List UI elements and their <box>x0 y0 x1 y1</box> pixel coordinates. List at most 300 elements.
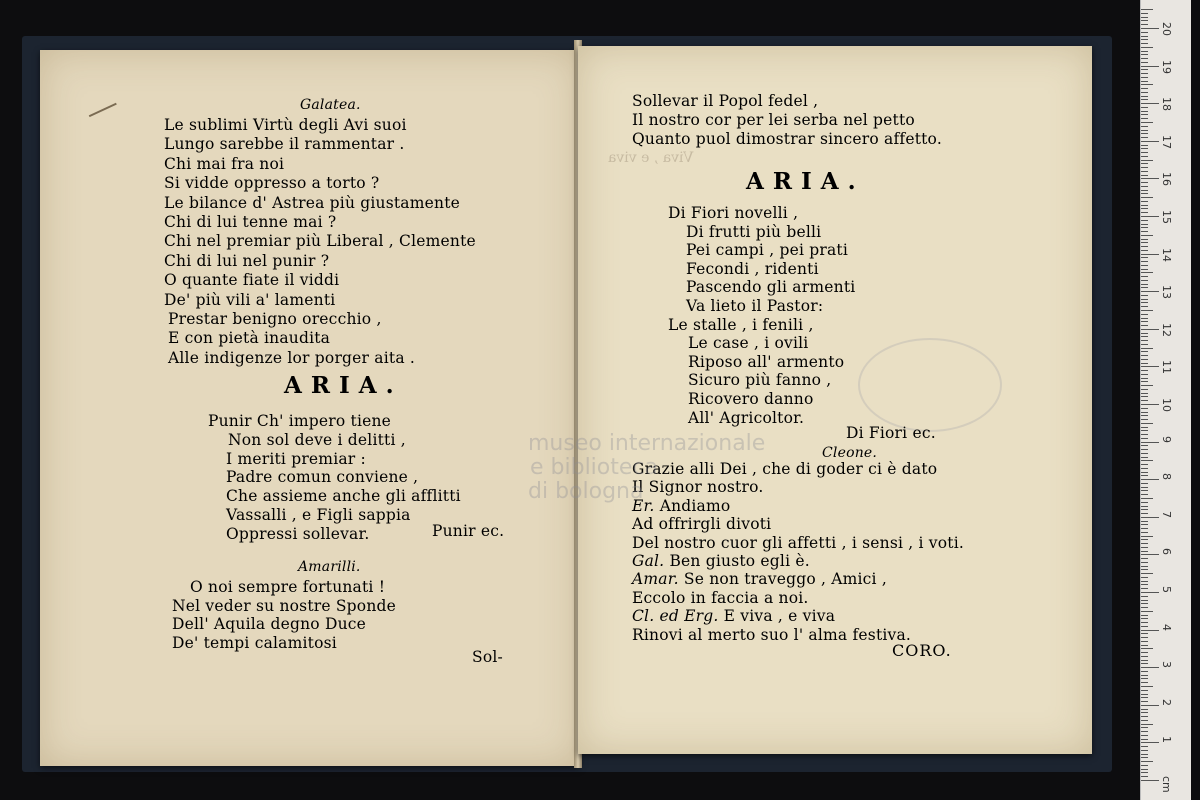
ruler-tick <box>1141 269 1148 270</box>
ruler-tick <box>1141 509 1148 510</box>
ruler-tick <box>1141 73 1148 74</box>
ruler-tick <box>1141 588 1148 589</box>
ruler-tick <box>1141 190 1148 191</box>
ruler-tick <box>1141 306 1148 307</box>
ruler-tick <box>1141 62 1148 63</box>
ruler-tick <box>1141 596 1148 597</box>
dialogue-text: Se non traveggo , Amici , <box>683 570 887 589</box>
ruler-tick <box>1141 77 1148 78</box>
ruler-tick <box>1141 374 1148 375</box>
verse-line: Lungo sarebbe il rammentar . <box>164 135 405 154</box>
ruler-tick <box>1141 265 1148 266</box>
ruler-tick <box>1141 581 1148 582</box>
left-aria-heading: ARIA. <box>284 372 403 399</box>
verse-line: De' tempi calamitosi <box>172 633 337 652</box>
library-stamp <box>858 338 1002 432</box>
corner-mark <box>89 103 125 136</box>
ruler-tick <box>1141 54 1148 55</box>
ruler-tick <box>1141 385 1153 386</box>
ruler-tick <box>1141 220 1148 221</box>
ruler-tick <box>1141 453 1148 454</box>
ruler-tick <box>1141 618 1148 619</box>
ruler-tick <box>1141 197 1153 198</box>
ruler-tick <box>1141 701 1148 702</box>
ruler-unit: cm <box>1160 776 1173 793</box>
ruler-tick <box>1141 678 1148 679</box>
ruler-tick <box>1141 419 1148 420</box>
ruler-tick <box>1141 592 1159 593</box>
ruler-tick <box>1141 539 1148 540</box>
ruler-tick <box>1141 224 1148 225</box>
verse-line: Oppressi sollevar. <box>226 524 370 543</box>
dialogue-line <box>632 570 887 588</box>
ruler-tick <box>1141 528 1148 529</box>
ruler-tick <box>1141 28 1159 29</box>
ruler-number: 15 <box>1160 210 1173 224</box>
ruler-tick <box>1141 160 1153 161</box>
ruler-tick <box>1141 295 1148 296</box>
watermark-line: museo internazionale <box>528 431 766 456</box>
ruler-tick <box>1141 246 1148 247</box>
verse-line: Sollevar il Popol fedel , <box>632 92 819 110</box>
ruler-tick <box>1141 457 1148 458</box>
ruler-tick <box>1141 381 1148 382</box>
ruler-tick <box>1141 645 1148 646</box>
ruler-tick <box>1141 656 1148 657</box>
dialogue-line <box>632 626 911 644</box>
ruler-tick <box>1141 442 1159 443</box>
verse-line: Non sol deve i delitti , <box>228 430 406 449</box>
ruler-tick <box>1141 13 1148 14</box>
verse-line: Sicuro più fanno , <box>688 371 832 390</box>
ruler-tick <box>1141 393 1148 394</box>
ruler-tick <box>1141 652 1148 653</box>
verse-line: Le sublimi Virtù degli Avi suoi <box>164 116 407 134</box>
ruler-number: 10 <box>1160 398 1173 412</box>
watermark-line: e biblioteca <box>530 455 658 480</box>
verse-line: All' Agricoltor. <box>688 408 805 427</box>
ruler-tick <box>1141 81 1148 82</box>
ruler-tick <box>1141 355 1148 356</box>
verse-line: Ricovero danno <box>688 390 814 408</box>
ruler-tick <box>1141 92 1148 93</box>
ruler-tick <box>1141 366 1159 367</box>
verse-line: Va lieto il Pastor: <box>686 297 824 315</box>
ruler-tick <box>1141 543 1148 544</box>
measurement-ruler <box>1140 0 1191 800</box>
dialogue-text: Rinovi al merto suo l' alma festiva. <box>632 625 912 644</box>
ruler-tick <box>1141 148 1148 149</box>
ruler-tick <box>1141 329 1159 330</box>
ruler-tick <box>1141 250 1148 251</box>
ruler-tick <box>1141 130 1148 131</box>
ruler-tick <box>1141 739 1148 740</box>
ruler-tick <box>1141 547 1148 548</box>
ruler-number: 12 <box>1160 322 1173 337</box>
ruler-tick <box>1141 325 1148 326</box>
ruler-tick <box>1141 412 1148 413</box>
ruler-tick <box>1141 212 1148 213</box>
ruler-tick <box>1141 171 1148 172</box>
ruler-tick <box>1141 517 1159 518</box>
ruler-tick <box>1141 242 1148 243</box>
ruler-tick <box>1141 24 1148 25</box>
ruler-tick <box>1141 765 1148 766</box>
ruler-tick <box>1141 299 1148 300</box>
ruler-tick <box>1141 122 1153 123</box>
ruler-tick <box>1141 430 1148 431</box>
verse-line: I meriti premiar : <box>226 449 366 468</box>
ruler-tick <box>1141 239 1148 240</box>
dialogue-text: Il Signor nostro. <box>632 478 764 497</box>
catchword: Sol- <box>472 648 503 666</box>
dialogue-text: Andiamo <box>659 496 731 515</box>
ruler-tick <box>1141 310 1153 311</box>
ruler-tick <box>1141 772 1148 773</box>
ruler-tick <box>1141 506 1148 507</box>
ruler-tick <box>1141 163 1148 164</box>
verse-line: Dell' Aquila degno Duce <box>172 615 367 634</box>
ruler-tick <box>1141 167 1148 168</box>
ruler-tick <box>1141 175 1148 176</box>
ruler-tick <box>1141 344 1148 345</box>
ruler-tick <box>1141 348 1153 349</box>
ruler-number: 3 <box>1160 661 1173 669</box>
verse-line: Alle indigenze lor porger aita . <box>168 348 416 367</box>
ruler-tick <box>1141 682 1148 683</box>
verse-line: Vassalli , e Figli sappia <box>226 506 411 524</box>
dialogue-speaker: Er. <box>632 496 655 515</box>
ruler-tick <box>1141 663 1148 664</box>
ruler-tick <box>1141 611 1153 612</box>
ruler-tick <box>1141 475 1148 476</box>
speaker-cleone: Cleone. <box>822 445 878 461</box>
ruler-tick <box>1141 472 1148 473</box>
ruler-tick <box>1141 675 1148 676</box>
ruler-number: 5 <box>1160 586 1173 593</box>
ruler-tick <box>1141 607 1148 608</box>
ruler-tick <box>1141 118 1148 119</box>
ruler-tick <box>1141 103 1159 104</box>
ruler-tick <box>1141 39 1148 40</box>
speaker-amarilli: Amarilli. <box>298 559 361 575</box>
ruler-tick <box>1141 641 1148 642</box>
ruler-tick <box>1141 133 1148 134</box>
ruler-tick <box>1141 287 1148 288</box>
verse-line: De' più vili a' lamenti <box>164 290 336 309</box>
dialogue-text: Grazie alli Dei , che di goder ci è dato <box>632 460 938 478</box>
ruler-tick <box>1141 111 1148 112</box>
ruler-tick <box>1141 566 1148 567</box>
ruler-tick <box>1141 9 1153 10</box>
verse-line: Le stalle , i fenili , <box>668 315 814 334</box>
verse-line: Fecondi , ridenti <box>686 259 819 278</box>
dialogue-line <box>632 552 810 570</box>
ruler-tick <box>1141 47 1153 48</box>
ruler-tick <box>1141 423 1153 424</box>
ruler-tick <box>1141 145 1148 146</box>
dialogue-line <box>632 515 771 533</box>
ruler-tick <box>1141 141 1159 142</box>
dialogue-text: Eccolo in faccia a noi. <box>632 588 809 607</box>
ruler-tick <box>1141 126 1148 127</box>
ruler-tick <box>1141 434 1148 435</box>
ruler-number: 2 <box>1160 698 1173 706</box>
ruler-tick <box>1141 340 1148 341</box>
ruler-tick <box>1141 558 1148 559</box>
ruler-number: 18 <box>1160 97 1173 112</box>
ruler-tick <box>1141 404 1159 405</box>
ruler-number: 19 <box>1160 59 1173 74</box>
ruler-tick <box>1141 569 1148 570</box>
ruler-tick <box>1141 280 1148 281</box>
ruler-tick <box>1141 483 1148 484</box>
ruler-tick <box>1141 562 1148 563</box>
ruler-tick <box>1141 66 1159 67</box>
ruler-tick <box>1141 152 1148 153</box>
ruler-tick <box>1141 536 1153 537</box>
ruler-tick <box>1141 156 1148 157</box>
ruler-tick <box>1141 750 1148 751</box>
ruler-tick <box>1141 178 1159 179</box>
museum-watermark <box>528 432 765 504</box>
dialogue-text: E viva , e viva <box>723 607 836 626</box>
ruler-tick <box>1141 137 1148 138</box>
ruler-tick <box>1141 633 1148 634</box>
ruler-tick <box>1141 359 1148 360</box>
ruler-tick <box>1141 600 1148 601</box>
ruler-tick <box>1141 36 1148 37</box>
ruler-tick <box>1141 272 1153 273</box>
ruler-tick <box>1141 761 1153 762</box>
ruler-tick <box>1141 626 1148 627</box>
ruler-tick <box>1141 254 1159 255</box>
ruler-number: 8 <box>1160 473 1173 481</box>
ruler-tick <box>1141 107 1148 108</box>
ruler-tick <box>1141 32 1148 33</box>
ruler-tick <box>1141 408 1148 409</box>
ruler-tick <box>1141 731 1148 732</box>
ruler-tick <box>1141 479 1159 480</box>
ruler-tick <box>1141 746 1148 747</box>
ruler-tick <box>1141 427 1148 428</box>
ruler-tick <box>1141 208 1148 209</box>
ruler-tick <box>1141 757 1148 758</box>
ruler-tick <box>1141 58 1148 59</box>
verse-line: Di Fiori novelli , <box>668 204 799 222</box>
ruler-tick <box>1141 637 1148 638</box>
ruler-tick <box>1141 487 1148 488</box>
ruler-tick <box>1141 577 1148 578</box>
ruler-tick <box>1141 351 1148 352</box>
ruler-tick <box>1141 573 1153 574</box>
ruler-tick <box>1141 727 1148 728</box>
ruler-tick <box>1141 261 1148 262</box>
ruler-tick <box>1141 216 1159 217</box>
ruler-tick <box>1141 712 1148 713</box>
ruler-tick <box>1141 17 1148 18</box>
ruler-tick <box>1141 231 1148 232</box>
ruler-tick <box>1141 396 1148 397</box>
ruler-tick <box>1141 705 1159 706</box>
left-aria-cue: Punir ec. <box>432 522 505 540</box>
dialogue-line <box>632 607 835 625</box>
ruler-number: 9 <box>1160 435 1173 443</box>
ruler-tick <box>1141 769 1148 770</box>
ruler-tick <box>1141 742 1159 743</box>
ruler-tick <box>1141 524 1148 525</box>
ruler-tick <box>1141 468 1148 469</box>
ruler-tick <box>1141 333 1148 334</box>
verse-line: Che assieme anche gli afflitti <box>226 487 461 506</box>
ruler-tick <box>1141 378 1148 379</box>
dialogue-speaker: Amar. <box>632 570 679 589</box>
ruler-number: 13 <box>1160 285 1173 300</box>
verse-line: Prestar benigno orecchio , <box>168 310 382 328</box>
verse-line: Pei campi , pei prati <box>686 241 849 260</box>
ruler-number: 16 <box>1160 172 1173 187</box>
ruler-number: 4 <box>1160 623 1173 631</box>
ruler-tick <box>1141 521 1148 522</box>
ruler-tick <box>1141 460 1153 461</box>
dialogue-line <box>632 534 964 552</box>
verse-line: Riposo all' armento <box>688 352 845 371</box>
ruler-tick <box>1141 182 1148 183</box>
right-aria-cue: Di Fiori ec. <box>846 424 936 442</box>
ruler-tick <box>1141 735 1148 736</box>
ruler-tick <box>1141 724 1153 725</box>
ruler-tick <box>1141 84 1153 85</box>
dialogue-text: Del nostro cuor gli affetti , i sensi , i voti. <box>632 533 965 552</box>
ruler-number: 6 <box>1160 548 1173 556</box>
ruler-tick <box>1141 494 1148 495</box>
verse-line: O quante fiate il viddi <box>164 271 340 290</box>
ruler-tick <box>1141 709 1148 710</box>
ruler-tick <box>1141 193 1148 194</box>
ruler-tick <box>1141 318 1148 319</box>
ruler-tick <box>1141 205 1148 206</box>
ruler-tick <box>1141 716 1148 717</box>
ruler-tick <box>1141 88 1148 89</box>
bleed-through-text: Viva , e viva <box>608 150 694 166</box>
ruler-tick <box>1141 314 1148 315</box>
ruler-tick <box>1141 686 1153 687</box>
ruler-tick <box>1141 671 1148 672</box>
ruler-tick <box>1141 630 1159 631</box>
ruler-tick <box>1141 257 1148 258</box>
ruler-tick <box>1141 551 1148 552</box>
ruler-tick <box>1141 321 1148 322</box>
verse-line: Le bilance d' Astrea più giustamente <box>164 193 461 212</box>
ruler-tick <box>1141 415 1148 416</box>
ruler-tick <box>1141 697 1148 698</box>
ruler-tick <box>1141 69 1148 70</box>
ruler-tick <box>1141 291 1159 292</box>
ruler-tick <box>1141 96 1148 97</box>
ruler-tick <box>1141 449 1148 450</box>
ruler-tick <box>1141 20 1148 21</box>
verse-line: Le case , i ovili <box>688 334 809 353</box>
ruler-tick <box>1141 615 1148 616</box>
ruler-tick <box>1141 776 1148 777</box>
ruler-tick <box>1141 389 1148 390</box>
ruler-tick <box>1141 302 1148 303</box>
ruler-tick <box>1141 502 1148 503</box>
ruler-tick <box>1141 554 1159 555</box>
ruler-tick <box>1141 370 1148 371</box>
ruler-tick <box>1141 201 1148 202</box>
ruler-tick <box>1141 276 1148 277</box>
verse-line: O noi sempre fortunati ! <box>190 578 386 596</box>
ruler-number: 7 <box>1160 510 1173 518</box>
ruler-tick <box>1141 490 1148 491</box>
ruler-tick <box>1141 648 1153 649</box>
ruler-tick <box>1141 51 1148 52</box>
ruler-number: 1 <box>1160 736 1173 744</box>
watermark-line: di bologna <box>528 479 644 504</box>
verse-line: Padre comun conviene , <box>226 468 419 487</box>
verse-line: Chi di lui tenne mai ? <box>164 213 337 231</box>
ruler-tick <box>1141 284 1148 285</box>
ruler-tick <box>1141 438 1148 439</box>
verse-line: Quanto puol dimostrar sincero affetto. <box>632 130 942 148</box>
verse-line: Pascendo gli armenti <box>686 278 856 297</box>
ruler-tick <box>1141 667 1159 668</box>
verse-line: Di frutti più belli <box>686 222 822 241</box>
ruler-number: 14 <box>1160 247 1173 262</box>
ruler-tick <box>1141 400 1148 401</box>
ruler-tick <box>1141 584 1148 585</box>
speaker-galatea: Galatea. <box>300 97 361 113</box>
dialogue-speaker: Gal. <box>632 552 665 570</box>
ruler-tick <box>1141 227 1148 228</box>
ruler-tick <box>1141 445 1148 446</box>
verse-line: Nel veder su nostre Sponde <box>172 596 397 615</box>
ruler-tick <box>1141 660 1148 661</box>
ruler-tick <box>1141 754 1148 755</box>
ruler-number: 17 <box>1160 134 1173 149</box>
verse-line: Chi nel premiar più Liberal , Clemente <box>164 232 476 251</box>
ruler-tick <box>1141 603 1148 604</box>
verse-line: Chi di lui nel punir ? <box>164 251 330 270</box>
dialogue-line <box>632 589 809 607</box>
dialogue-speaker: Cl. ed Erg. <box>632 607 719 626</box>
ruler-tick <box>1141 694 1148 695</box>
verse-line: Il nostro cor per lei serba nel petto <box>632 111 915 129</box>
ruler-tick <box>1141 43 1148 44</box>
coro-label: CORO. <box>892 641 952 660</box>
dialogue-text: Ad offrirgli divoti <box>632 515 772 534</box>
ruler-tick <box>1141 532 1148 533</box>
ruler-tick <box>1141 513 1148 514</box>
ruler-tick <box>1141 114 1148 115</box>
ruler-number: 11 <box>1160 360 1173 375</box>
ruler-tick <box>1141 186 1148 187</box>
ruler-tick <box>1141 690 1148 691</box>
ruler-tick <box>1141 336 1148 337</box>
ruler-tick <box>1141 99 1148 100</box>
ruler-tick <box>1141 464 1148 465</box>
verse-line: E con pietà inaudita <box>168 329 331 348</box>
ruler-number: 20 <box>1160 22 1173 36</box>
right-aria-heading: ARIA. <box>746 168 865 195</box>
dialogue-text: Ben giusto egli è. <box>669 552 810 570</box>
ruler-tick <box>1141 363 1148 364</box>
verse-line: Chi mai fra noi <box>164 154 285 173</box>
ruler-tick <box>1141 780 1159 781</box>
ruler-tick <box>1141 622 1148 623</box>
verse-line: Si vidde oppresso a torto ? <box>164 174 380 193</box>
